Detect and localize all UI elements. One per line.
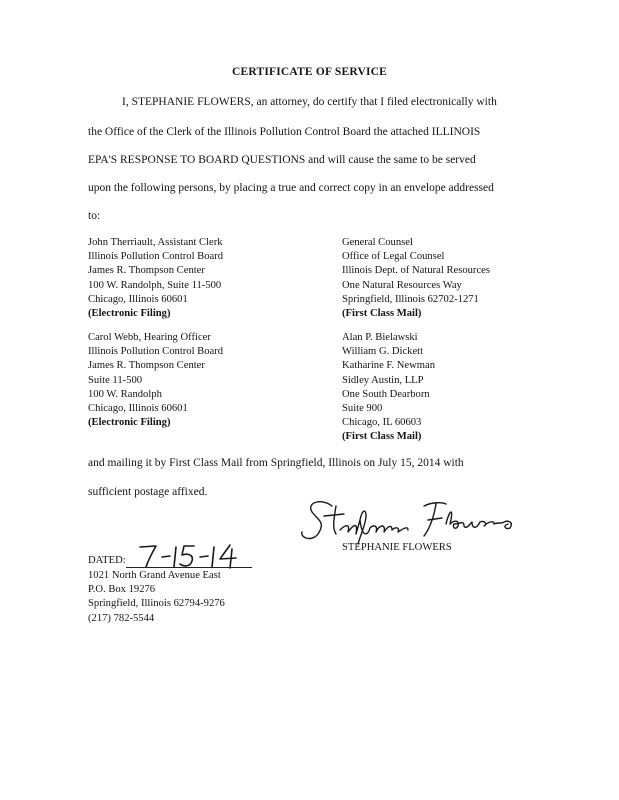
recipient-general-counsel xyxy=(342,236,490,321)
recipient-line: Illinois Dept. of Natural Resources xyxy=(342,265,490,277)
recipient-line: General Counsel xyxy=(342,237,413,248)
body-line-5: to: xyxy=(88,210,101,222)
delivery-method: (First Class Mail) xyxy=(342,308,422,320)
recipient-line: Suite 900 xyxy=(342,403,383,415)
body-line-3: EPA'S RESPONSE TO BOARD QUESTIONS and will cause the same to be served xyxy=(88,154,476,166)
recipient-line: Illinois Pollution Control Board xyxy=(88,251,224,263)
recipient-line: Katharine F. Newman xyxy=(342,360,435,372)
recipient-line: Chicago, Illinois 60601 xyxy=(88,403,188,415)
delivery-method: (Electronic Filing) xyxy=(88,308,171,320)
recipient-line: John Therriault, Assistant Clerk xyxy=(88,237,223,248)
printed-signer-name: STEPHANIE FLOWERS xyxy=(342,542,452,553)
address-line: 1021 North Grand Avenue East xyxy=(88,570,221,581)
address-line: Springfield, Illinois 62794-9276 xyxy=(88,598,225,610)
handwritten-signature xyxy=(296,494,526,546)
recipient-line: One South Dearborn xyxy=(342,388,430,400)
closing-line-1: and mailing it by First Class Mail from Springfield, Illinois on July 15, 2014 with xyxy=(88,457,464,469)
recipient-line: 100 W. Randolph xyxy=(88,388,162,400)
attorney-address xyxy=(88,569,225,626)
recipient-sidley-austin xyxy=(342,331,435,445)
handwritten-date xyxy=(132,541,252,569)
recipient-line: 100 W. Randolph, Suite 11-500 xyxy=(88,279,222,291)
body-line-4: upon the following persons, by placing a true and correct copy in an envelope addressed xyxy=(88,182,494,194)
recipient-line: Chicago, Illinois 60601 xyxy=(88,293,188,305)
recipient-line: Suite 11-500 xyxy=(88,374,143,386)
closing-line-2: sufficient postage affixed. xyxy=(88,486,208,498)
recipient-line: Office of Legal Counsel xyxy=(342,251,445,263)
delivery-method: (Electronic Filing) xyxy=(88,417,171,429)
body-line-1: I, STEPHANIE FLOWERS, an attorney, do certify that I filed electronically with xyxy=(122,96,497,108)
recipient-line: Chicago, IL 60603 xyxy=(342,417,422,429)
recipient-hearing-officer xyxy=(88,331,223,430)
recipient-line: James R. Thompson Center xyxy=(88,360,205,372)
recipient-line: Springfield, Illinois 62702-1271 xyxy=(342,293,479,305)
phone-number: (217) 782-5544 xyxy=(88,612,155,624)
address-line: P.O. Box 19276 xyxy=(88,584,156,596)
dated-label: DATED: xyxy=(88,555,126,566)
recipient-clerk xyxy=(88,236,223,321)
recipient-line: James R. Thompson Center xyxy=(88,265,205,277)
recipient-line: Alan P. Bielawski xyxy=(342,332,418,343)
body-line-2: the Office of the Clerk of the Illinois Pollution Control Board the attached ILLINOIS xyxy=(88,126,481,138)
recipient-line: Illinois Pollution Control Board xyxy=(88,346,224,358)
delivery-method: (First Class Mail) xyxy=(342,431,422,443)
document-title: CERTIFICATE OF SERVICE xyxy=(231,66,388,78)
recipient-line: One Natural Resources Way xyxy=(342,279,462,291)
recipient-line: Carol Webb, Hearing Officer xyxy=(88,332,211,343)
recipient-line: William G. Dickett xyxy=(342,346,424,358)
recipient-line: Sidley Austin, LLP xyxy=(342,374,424,386)
